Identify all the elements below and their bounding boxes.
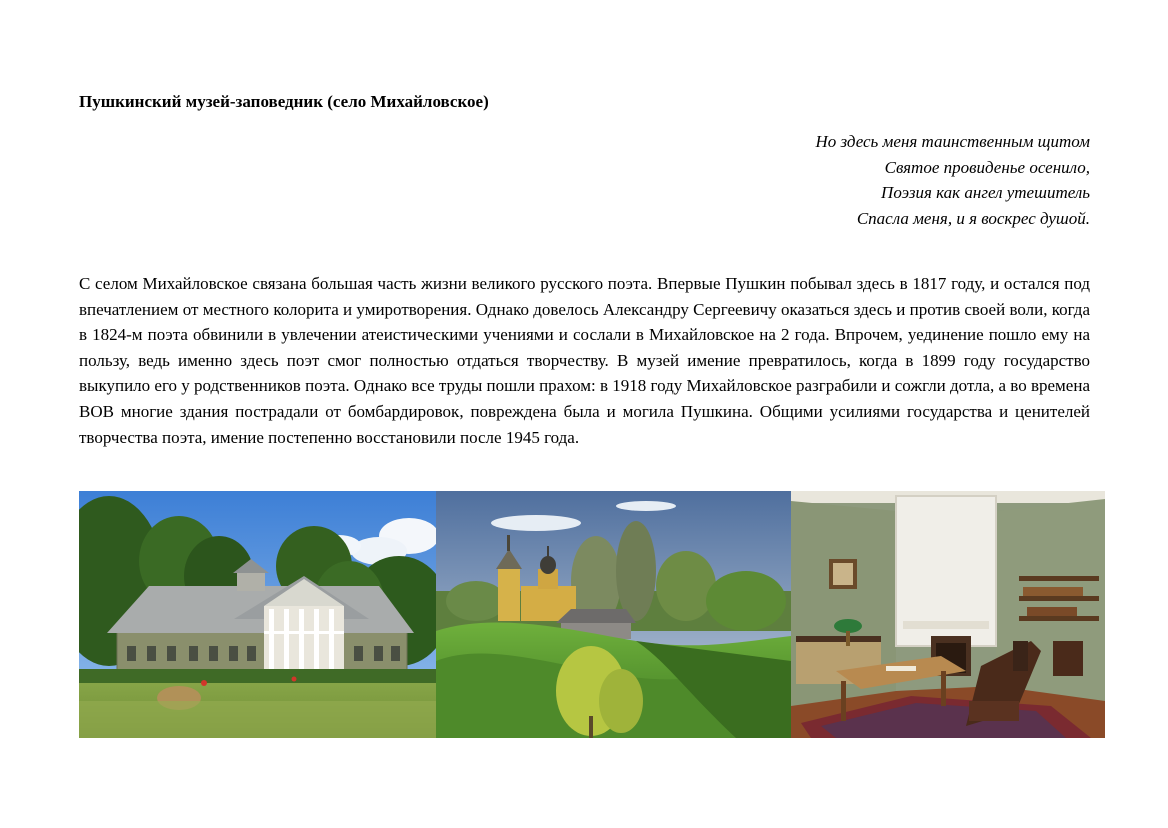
epigraph bbox=[815, 129, 1090, 231]
body-paragraph: С селом Михайловское связана большая часть жизни великого русского поэта. Впервые Пушкин побывал здесь в 1817 году, и остался под впечатлением от местного колорита и умиротворения. Однако довелось Александру Сергеевичу оказаться здесь и против своей воли, когда в 1824-м поэта обвинили в увлечении атеистическими учениями и сослали в Михайловское на 2 года. Впрочем, уединение пошло ему на пользу, ведь именно здесь поэт смог полностью отдаться творчеству. В музей имение превратилось, когда в 1899 году государство выкупило его у родственников поэта. Однако все труды пошли прахом: в 1918 году Михайловское разграбили и сожгли дотла, а во времена ВОВ многие здания пострадали от бомбардировок, повреждена была и могила Пушкина. Общими усилиями государства и ценителей творчества поэта, имение постепенно восстановили после 1945 года. bbox=[79, 274, 1090, 447]
church-landscape-photo bbox=[436, 491, 791, 738]
manor-house-photo bbox=[79, 491, 436, 738]
epigraph-line: Но здесь меня таинственным щитом bbox=[815, 132, 1090, 151]
epigraph-line: Спасла меня, и я воскрес душой. bbox=[856, 208, 1090, 228]
study-interior-photo bbox=[791, 491, 1105, 738]
page-title: Пушкинский музей-заповедник (село Михайловское) bbox=[79, 92, 489, 111]
photo-strip bbox=[79, 491, 1105, 738]
epigraph-line: Поэзия как ангел утешитель bbox=[881, 183, 1090, 202]
epigraph-line: Святое провиденье осенило, bbox=[884, 157, 1090, 177]
